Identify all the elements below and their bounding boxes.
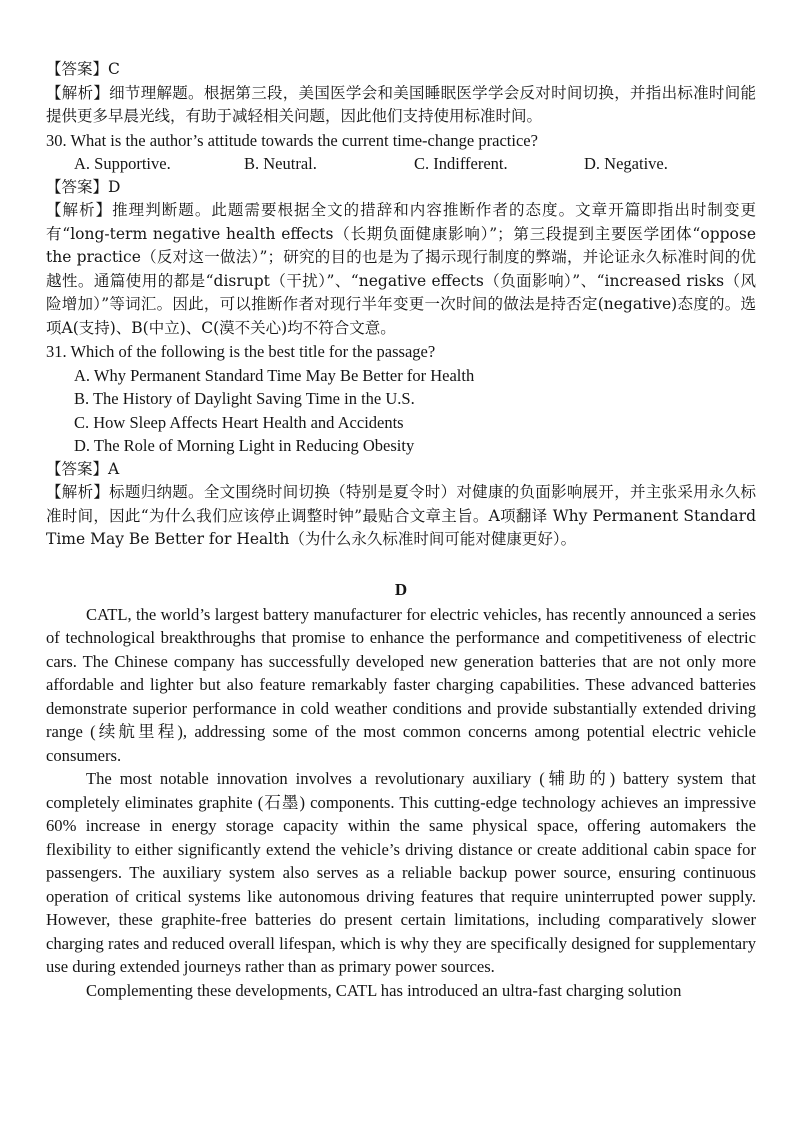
section-d-paragraph-3: Complementing these developments, CATL has introduced an ultra-fast charging solution xyxy=(86,980,682,1000)
q30-option-d: D. Negative. xyxy=(584,154,668,173)
q30-option-a: A. Supportive. xyxy=(74,154,171,173)
section-d-heading: D xyxy=(394,579,408,599)
q31-analysis: 【解析】标题归纳题。全文围绕时间切换（特别是夏令时）对健康的负面影响展开，并主张采用永久标准时间，因此“为什么我们应该停止调整时钟”最贴合文章主旨。A项翻译 Why Permanent Standard Time May Be Better for Health（为什么永久标准时间可能对健康更好）。 xyxy=(46,483,756,548)
q31-option-a: A. Why Permanent Standard Time May Be Better for Health xyxy=(74,365,475,385)
q31-option-c: C. How Sleep Affects Heart Health and Accidents xyxy=(74,412,404,432)
q30-options xyxy=(46,152,756,176)
q30-analysis: 【解析】推理判断题。此题需要根据全文的措辞和内容推断作者的态度。文章开篇即指出时制变更有“long-term negative health effects（长期负面健康影响）”；第三段提到主要医学团体“oppose the practice（反对这一做法）”；研究的目的也是为了揭示现行制度的弊端，并论证永久标准时间的优越性。通篇使用的都是“disrupt（干扰）”、“negative effects（负面影响）”、“increased risks（风险增加）”等词汇。因此，可以推断作者对现行半年变更一次时间的做法是持否定(negative)态度的。选项A(支持)、B(中立)、C(漠不关心)均不符合文意。 xyxy=(46,201,756,337)
q31-option-d: D. The Role of Morning Light in Reducing Obesity xyxy=(74,436,415,455)
section-d-paragraph-1: CATL, the world’s largest battery manufacturer for electric vehicles, has recently announced a series of technological breakthroughs that promise to enhance the performance and competitiveness of electric cars. The Chinese company has successfully developed new generation batteries that are not only more affordable and lighter but also feature remarkably faster charging capabilities. These advanced batteries demonstrate superior performance in cold weather conditions and provide substantially extended driving range (续航里程), addressing some of the most common concerns among potential electric vehicle consumers. xyxy=(46,604,756,765)
q29-answer: 【答案】C xyxy=(46,60,120,78)
q29-analysis: 【解析】细节理解题。根据第三段，美国医学会和美国睡眠医学学会反对时间切换，并指出标准时间能提供更多早晨光线，有助于减轻相关问题，因此他们支持使用标准时间。 xyxy=(46,83,756,125)
document-page xyxy=(46,58,756,1002)
q30-question: 30. What is the author’s attitude towards the current time-change practice? xyxy=(46,130,538,150)
q30-answer: 【答案】D xyxy=(46,177,121,196)
q30-option-b: B. Neutral. xyxy=(244,154,317,173)
section-d-paragraph-2: The most notable innovation involves a revolutionary auxiliary (辅助的) battery system that completely eliminates graphite (石墨) components. This cutting-edge technology achieves an impressive 60% increase in energy storage capacity within the same physical space, offering automakers the flexibility to either significantly extend the vehicle’s driving distance or create additional cabin space for passengers. The auxiliary system also serves as a reliable backup power source, ensuring continuous operation of critical systems like autonomous driving features that require uninterrupted power supply. However, these graphite-free batteries do present certain limitations, including comparatively slower charging rates and reduced overall lifespan, which is why they are specifically designed for supplementary use during extended journeys rather than as primary power sources. xyxy=(46,769,756,976)
q31-answer: 【答案】A xyxy=(46,459,120,478)
q31-option-b: B. The History of Daylight Saving Time in the U.S. xyxy=(74,389,415,408)
q31-question: 31. Which of the following is the best title for the passage? xyxy=(46,342,436,361)
q30-option-c: C. Indifferent. xyxy=(414,154,508,173)
